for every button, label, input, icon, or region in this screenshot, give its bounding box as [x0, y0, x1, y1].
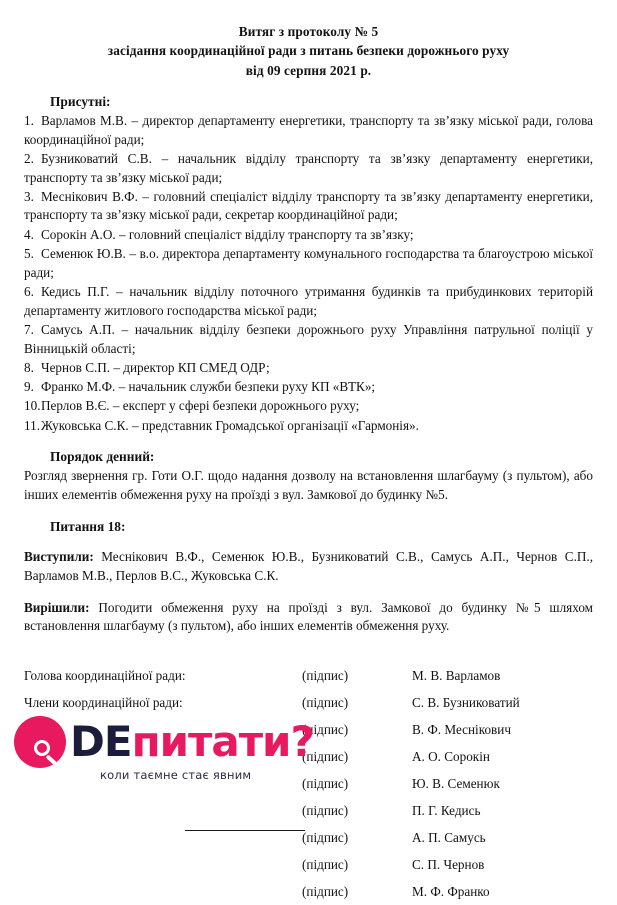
list-item-text: Кедись П.Г. – начальник відділу поточного утримання будинків та прибудинкових територій департаменту житлового господарства міської ради;	[24, 283, 593, 318]
watermark-word-part1: DE	[70, 717, 132, 766]
watermark-tagline: коли таємне стає явним	[100, 768, 252, 782]
list-item	[24, 226, 593, 245]
decision-text: Погодити обмеження руху на проїзді з вул. Замкової до будинку №5 шляхом встановлення шлагбауму (з пультом), або інших елементів обмеження руху.	[24, 599, 594, 634]
signature-role	[24, 878, 302, 905]
signature-placeholder: (підпис)	[302, 883, 349, 899]
list-item-text: Семенюк Ю.В. – в.о. директора департаменту комунального господарства та благоустрою міської ради;	[24, 245, 593, 280]
list-item-text: Чернов С.П. – директор КП СМЕД ОДР;	[41, 359, 270, 375]
signature-role	[24, 716, 302, 743]
page-bottom-rule	[185, 830, 305, 831]
list-item-text: Перлов В.Є. – експерт у сфері безпеки дорожнього руху;	[41, 398, 360, 414]
signature-placeholder: (підпис)	[302, 775, 349, 791]
signature-name: В. Ф. Меснікович	[412, 721, 511, 737]
title-line-1: Витяг з протоколу № 5	[238, 24, 379, 39]
list-item-number: 4.	[24, 226, 34, 242]
list-item	[24, 112, 593, 149]
list-item	[24, 397, 593, 416]
list-item	[24, 283, 593, 320]
list-item-text: Варламов М.В. – директор департаменту енергетики, транспорту та зв’язку міської ради, голова координаційної ради;	[24, 112, 593, 147]
signature-role	[24, 824, 302, 851]
signature-placeholder: (підпис)	[302, 667, 349, 683]
signature-placeholder: (підпис)	[302, 694, 349, 710]
table-row	[24, 824, 593, 851]
signature-name: А. О. Сорокін	[412, 748, 490, 764]
list-item-number: 5.	[24, 245, 34, 261]
table-row	[24, 770, 593, 797]
title-line-3: від 09 серпня 2021 р.	[245, 62, 372, 78]
list-item-number: 2.	[24, 150, 34, 166]
list-item	[24, 188, 593, 225]
table-row	[24, 662, 593, 689]
list-item	[24, 378, 593, 397]
agenda-heading: Порядок денний:	[50, 449, 155, 465]
signature-role: Голова координаційної ради:	[24, 667, 186, 683]
signature-name: С. В. Бузниковатий	[412, 694, 520, 710]
signature-role	[24, 851, 302, 878]
list-item-number: 10.	[24, 398, 41, 414]
speakers-line	[24, 548, 593, 585]
speakers-text: Меснікович В.Ф., Семенюк Ю.В., Бузниковатий С.В., Самусь А.П., Чернов С.П., Варламов М.В., Перлов В.С., Жуковська С.К.	[24, 548, 593, 583]
signature-table	[24, 662, 593, 905]
question-heading: Питання 18:	[50, 518, 126, 534]
signature-role	[24, 797, 302, 824]
list-item-number: 3.	[24, 188, 34, 204]
signature-name: М. В. Варламов	[412, 667, 501, 683]
signature-name: С. П. Чернов	[412, 856, 485, 872]
list-item-text: Самусь А.П. – начальник відділу безпеки дорожнього руху Управління патрульної поліції у Вінницькій області;	[24, 321, 593, 356]
signature-name: Ю. В. Семенюк	[412, 775, 500, 791]
speakers-label: Виступили:	[24, 548, 94, 564]
list-item	[24, 245, 593, 282]
signature-placeholder: (підпис)	[302, 721, 349, 737]
list-item	[24, 321, 593, 358]
signature-name: П. Г. Кедись	[412, 802, 481, 818]
title-line-2: засідання координаційної ради з питань безпеки дорожнього руху	[107, 43, 510, 59]
list-item	[24, 417, 593, 436]
list-item	[24, 150, 593, 187]
table-row	[24, 743, 593, 770]
list-item-text: Бузниковатий С.В. – начальник відділу транспорту та зв’язку департаменту енергетики, транспорту та зв’язку міської ради;	[24, 150, 593, 185]
list-item-text: Франко М.Ф. – начальник служби безпеки руху КП «ВТК»;	[41, 379, 376, 395]
list-item-number: 11.	[24, 417, 40, 433]
list-item-number: 8.	[24, 359, 34, 375]
table-row	[24, 878, 593, 905]
present-list	[24, 112, 593, 435]
table-row	[24, 716, 593, 743]
signature-placeholder: (підпис)	[302, 748, 349, 764]
list-item	[24, 359, 593, 378]
list-item-text: Сорокін А.О. – головний спеціаліст відділу транспорту та зв’язку;	[41, 226, 414, 242]
decision-label: Вирішили:	[24, 599, 90, 615]
list-item-text: Меснікович В.Ф. – головний спеціаліст відділу транспорту та зв’язку департаменту енергетики, транспорту та зв’язку міської ради, секретар координаційної ради;	[24, 188, 593, 223]
signature-placeholder: (підпис)	[302, 856, 349, 872]
signature-placeholder: (підпис)	[302, 829, 349, 845]
document-title	[24, 22, 593, 80]
signature-role: Члени координаційної ради:	[24, 694, 183, 710]
agenda-text: Розгляд звернення гр. Готи О.Г. щодо надання дозволу на встановлення шлагбауму (з пультом), або інших елементів обмеження руху на проїзді з вул. Замкової до будинку №5.	[24, 468, 593, 503]
signature-name: М. Ф. Франко	[412, 883, 490, 899]
watermark-word-part2: питати?	[131, 717, 314, 766]
decision-line	[24, 599, 593, 636]
table-row	[24, 797, 593, 824]
signature-placeholder: (підпис)	[302, 802, 349, 818]
present-heading: Присутні:	[50, 93, 111, 109]
signature-role	[24, 743, 302, 770]
list-item-number: 9.	[24, 379, 34, 395]
list-item-number: 6.	[24, 283, 34, 299]
table-row	[24, 689, 593, 716]
table-row	[24, 851, 593, 878]
list-item-number: 7.	[24, 321, 34, 337]
list-item-number: 1.	[24, 112, 34, 128]
list-item-text: Жуковська С.К. – представник Громадської організації «Гармонія».	[41, 417, 419, 433]
signature-name: А. П. Самусь	[412, 829, 486, 845]
signature-role	[24, 770, 302, 797]
